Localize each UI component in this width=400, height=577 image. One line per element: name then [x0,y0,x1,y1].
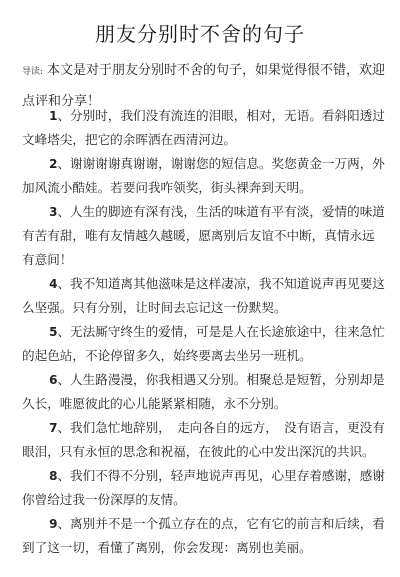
list-item [22,152,386,200]
list-item [22,464,386,512]
page-title: 朋友分别时不舍的句子 [95,22,305,46]
item-text: 、分别时，我们没有流连的泪眼，相对，无语。看斜阳透过文峰塔尖，把它的余晖洒在西清河边。 [22,108,385,147]
item-text: 、离别并不是一个孤立存在的点，它有它的前言和后续，看到了这一切，看懂了离别，你会发现：离别也美丽。 [22,516,385,555]
item-number: 7 [49,421,58,435]
item-number: 6 [49,373,58,387]
item-number: 1 [49,109,58,123]
item-text: 、我不知道离其他滋味是这样凄凉，我不知道说声再见要这么坚强。只有分别，让时间去忘记这一份默契。 [22,276,385,315]
intro-text: 本文是对于朋友分别时不舍的句子，如果觉得很不错，欢迎点评和分享！ [22,63,386,109]
item-text: 、人生路漫漫，你我相遇又分别。相聚总是短暂，分别却是久长，唯愿彼此的心儿能紧紧相随，永不分别。 [22,372,385,411]
item-text: 、我们急忙地辞别， 走向各自的远方， 没有语言，更没有眼泪，只有永恒的思念和祝福，在彼此的心中发出深沉的共识。 [22,420,385,459]
item-number: 9 [49,517,58,531]
list-item [22,512,386,560]
list-item [22,368,386,416]
list-item [22,200,386,272]
item-text: 、人生的脚迹有深有浅，生活的味道有平有淡，爱情的味道有苦有甜，唯有友情越久越暖，愿离别后友谊不中断，真情永远有意间！ [22,204,385,267]
item-number: 2 [49,157,58,171]
item-text: 、无法厮守终生的爱情，可是是人在长途旅途中，往来急忙的起色站，不论停留多久，始终要离去坐另一班机。 [22,324,385,363]
intro-label: 导读: [22,67,44,77]
item-number: 8 [49,469,58,483]
item-text: 、我们不得不分别，轻声地说声再见，心里存着感谢，感谢你曾给过我一份深厚的友情。 [22,468,385,507]
item-number: 3 [49,205,58,219]
list-item [22,320,386,368]
list-item [22,104,386,152]
list-item [22,416,386,464]
item-number: 5 [49,325,58,339]
item-number: 4 [49,277,58,291]
item-text: 、谢谢谢谢真谢谢，谢谢您的短信息。奖您黄金一万两，外加风流小酷娃。若要问我咋领奖，街头裸奔到天明。 [22,156,385,195]
list-item [22,272,386,320]
